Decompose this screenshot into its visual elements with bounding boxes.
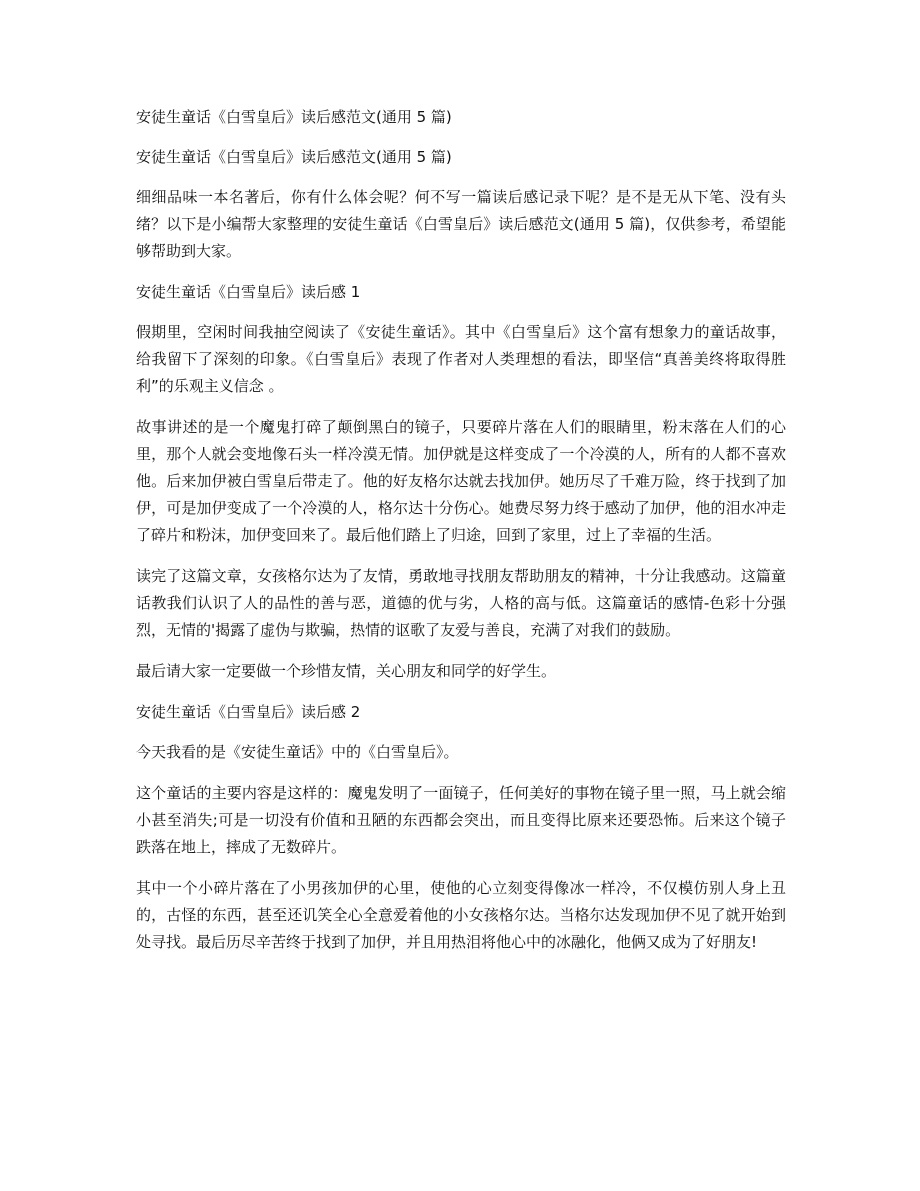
paragraph: 假期里，空闲时间我抽空阅读了《安徒生童话》。其中《白雪皇后》这个富有想象力的童话故事，给我留下了深刻的印象。《白雪皇后》表现了作者对人类理想的看法，即坚信“真善美终将取得胜利”的乐观主义信念 。: [136, 323, 786, 395]
paragraph: 这个童话的主要内容是这样的：魔鬼发明了一面镜子，任何美好的事物在镜子里一照，马上就会缩小甚至消失;可是一切没有价值和丑陋的东西都会突出，而且变得比原来还要恐怖。后来这个镜子跌落在地上，摔成了无数碎片。: [136, 784, 786, 856]
document-title: 安徒生童话《白雪皇后》读后感范文(通用 5 篇): [136, 108, 452, 126]
paragraph: 故事讲述的是一个魔鬼打碎了颠倒黑白的镜子，只要碎片落在人们的眼睛里，粉末落在人们的心里，那个人就会变地像石头一样冷漠无情。加伊就是这样变成了一个冷漠的人，所有的人都不喜欢他。后来加伊被白雪皇后带走了。他的好友格尔达就去找加伊。她历尽了千难万险，终于找到了加伊，可是加伊变成了一个冷漠的人，格尔达十分伤心。她费尽努力终于感动了加伊，他的泪水冲走了碎片和粉沫，加伊变回来了。最后他们踏上了归途，回到了家里，过上了幸福的生活。: [136, 418, 786, 544]
intro-paragraph: 细细品味一本名著后，你有什么体会呢？何不写一篇读后感记录下呢？是不是无从下笔、没有头绪？以下是小编帮大家整理的安徒生童话《白雪皇后》读后感范文(通用 5 篇)，仅供参考，希望能够帮助到大家。: [136, 188, 786, 260]
paragraph: 读完了这篇文章，女孩格尔达为了友情，勇敢地寻找朋友帮助朋友的精神，十分让我感动。这篇童话教我们认识了人的品性的善与恶，道德的优与劣，人格的高与低。这篇童话的感情-色彩十分强烈，无情的'揭露了虚伪与欺骗，热情的讴歌了友爱与善良，充满了对我们的鼓励。: [136, 567, 786, 639]
section-heading-2: 安徒生童话《白雪皇后》读后感 2: [136, 703, 361, 721]
paragraph: 今天我看的是《安徒生童话》中的《白雪皇后》。: [136, 743, 459, 761]
document-subtitle: 安徒生童话《白雪皇后》读后感范文(通用 5 篇): [136, 148, 452, 166]
paragraph: 最后请大家一定要做一个珍惜友情，关心朋友和同学的好学生。: [136, 662, 557, 680]
section-heading-1: 安徒生童话《白雪皇后》读后感 1: [136, 283, 361, 301]
paragraph: 其中一个小碎片落在了小男孩加伊的心里，使他的心立刻变得像冰一样冷，不仅模仿别人身上丑的，古怪的东西，甚至还讥笑全心全意爱着他的小女孩格尔达。当格尔达发现加伊不见了就开始到处寻找。最后历尽辛苦终于找到了加伊，并且用热泪将他心中的冰融化，他俩又成为了好朋友!: [136, 879, 786, 951]
document-page: [136, 104, 786, 970]
